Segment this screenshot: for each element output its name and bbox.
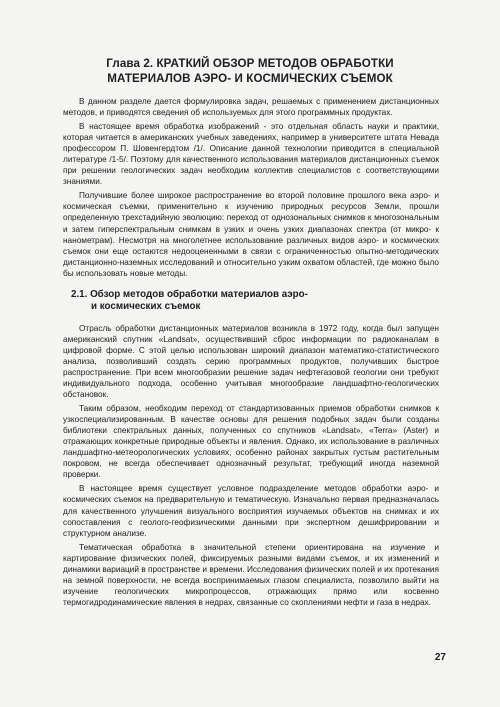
page-number: 27 [434,652,446,663]
chapter-title-line-1: Глава 2. КРАТКИЙ ОБЗОР МЕТОДОВ ОБРАБОТКИ [106,57,394,70]
section-paragraph-1: Отрасль обработки дистанционных материалов возникла в 1972 году, когда был запущен американский спутник «Landsat», осуществивший сброс информации по радиоканалам в цифровой форме. С этой целью использован широкий диапазон математико-статистического анализа, позволивший создать серию программных продуктов, получивших быстрое распространение. При всем многообразии решение задач нефтегазовой геологии они требуют индивидуального подхода, особенно учитывая многообразие ландшафтно-геологических обстановок. [63,323,439,400]
section-title [63,289,439,314]
intro-paragraph-3: Получившие более широкое распространение во второй половине прошлого века аэро- и космическая съемки, применительно к изучению природных ресурсов Земли, прошли определенную трехстадийную эволюцию: переход от однозональных снимков к многозональным и затем гиперспектральным снимкам в узких и очень узких диапазонах спектра (от микро- к нанометрам). Несмотря на многолетнее использование различных видов аэро- и космических съемок они еще остаются недооцененными в связи с ограниченностью опытно-методических дистанционно-наземных исследований и относительно узким охватом областей, где можно было бы использовать новые методы. [63,191,439,278]
intro-paragraph-2: В настоящее время обработка изображений - это отдельная область науки и практики, которая читается в американских учебных заведениях, например в университете штата Невада профессором П. Шовенгердтом /1/. Описание данной технологии приводится в специальной литературе /1-5/. Поэтому для качественного использования материалов дистанционных съемок при решении геологических задач необходим коллектив специалистов с соответствующими знаниями. [63,122,439,187]
section-paragraph-3: В настоящее время существует условное подразделение методов обработки аэро- и космических съемок на предварительную и тематическую. Изначально первая предназначалась для качественного улучшения визуального восприятия изучаемых объектов на снимках и их сопоставления с геолого-геофизическими данными при экспертном дешифрировании и структурном анализе. [63,484,439,538]
section-paragraph-2: Таким образом, необходим переход от стандартизованных приемов обработки снимков к узкоспециализированным. В качестве основы для решения подобных задач были созданы библиотеки спектральных данных, полученных со спутников «Landsat», «Terra» (Aster) и отражающих конкретные природные объекты и явления. Однако, их использование в различных ландшафтно-метеорологических условиях, особенно районах закрытых густым растительным покровом, не всегда обеспечивает однозначный результат, требующий иногда наземной проверки. [63,404,439,480]
section-title-line-1: 2.1. Обзор методов обработки материалов аэро- [71,288,308,300]
section-paragraph-4: Тематическая обработка в значительной степени ориентирована на изучение и картирование физических полей, фиксируемых разными видами съемок, и их изменений и динамики вариаций в пространстве и времени. Исследования физических полей и их протекания на земной поверхности, не всегда воспринимаемых глазом специалиста, позволило выйти на изучение геологических микропроцессов, отражающих прямо или косвенно термогидродинамические явления в недрах, связанные со скоплениями нефти и газа в недрах. [63,542,439,607]
section-title-line-2: и космических съемок [91,301,201,313]
page-body [63,96,439,611]
intro-paragraph-1: В данном разделе дается формулировка задач, решаемых с применением дистанционных методов, и приводятся сведения об используемых для этого программных продуктах. [63,97,439,118]
chapter-title-line-2: МАТЕРИАЛОВ АЭРО- И КОСМИЧЕСКИХ СЪЕМОК [107,72,393,85]
chapter-title [60,56,440,86]
